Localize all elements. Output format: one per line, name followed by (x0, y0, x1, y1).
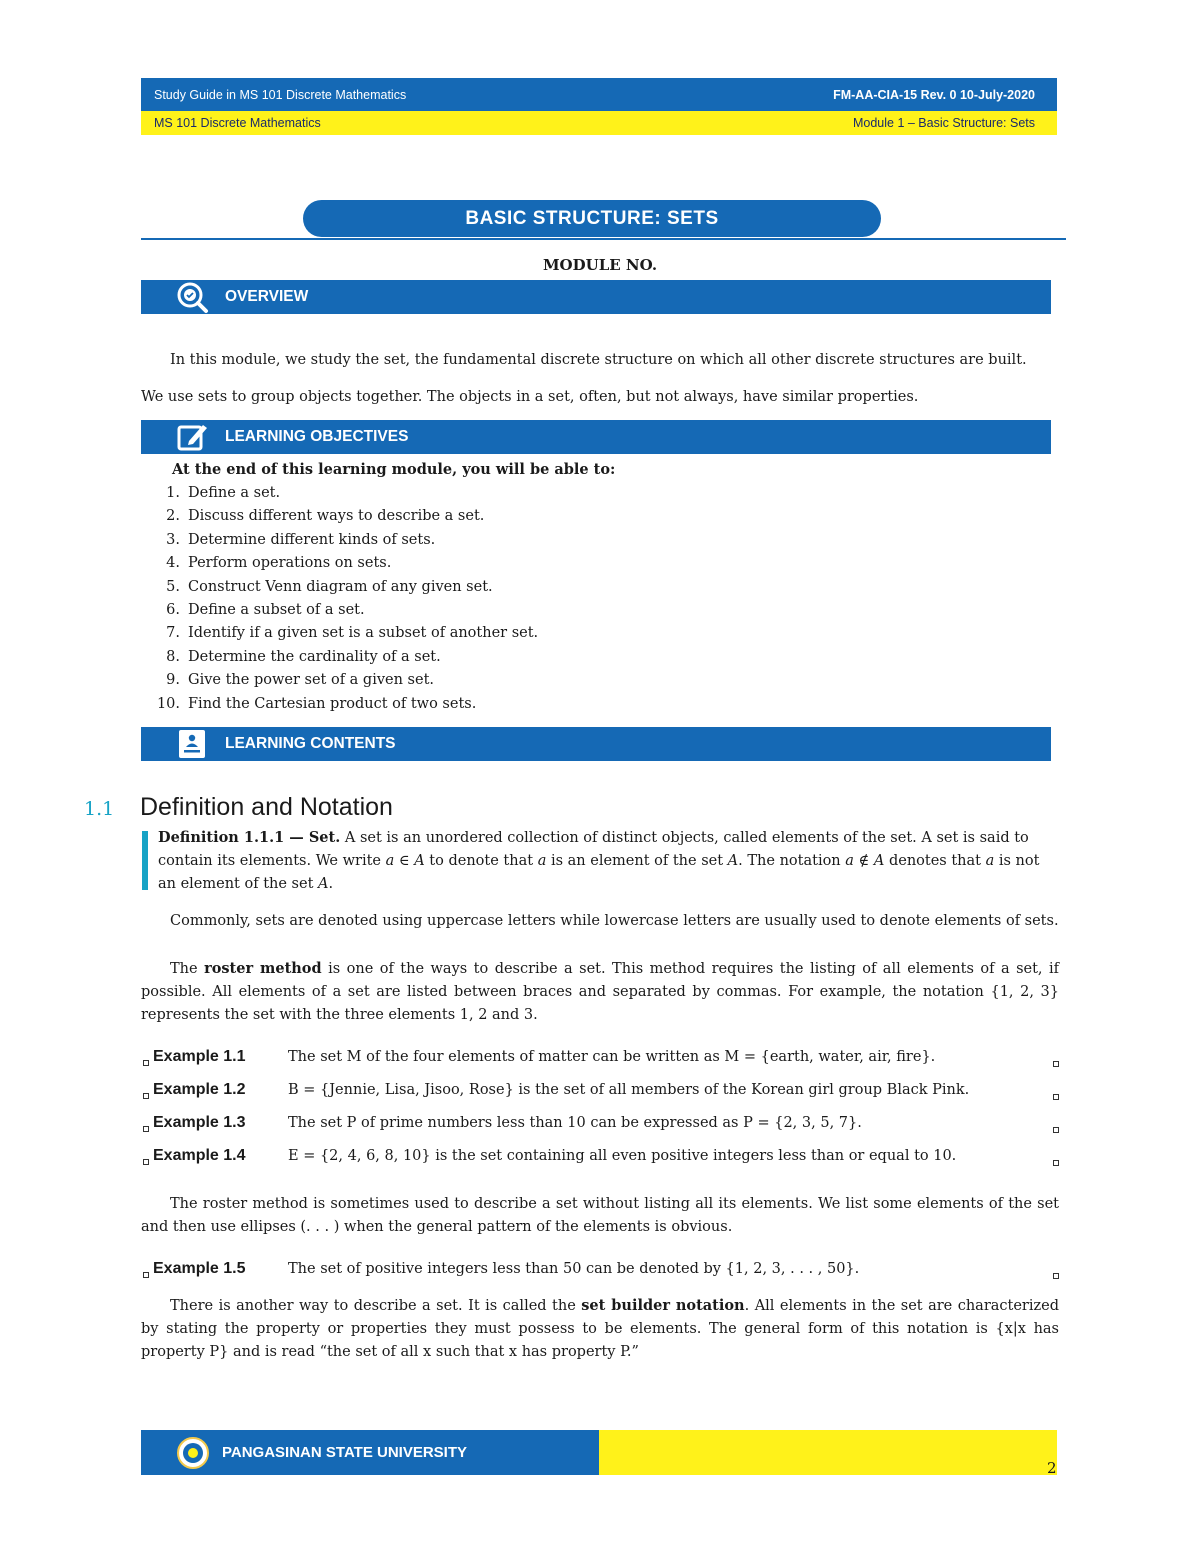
objective-number: 2. (166, 508, 180, 525)
math-expression: A (727, 853, 739, 869)
objective-number: 1. (166, 485, 180, 501)
university-name: PANGASINAN STATE UNIVERSITY (222, 1444, 468, 1461)
objective-number: 8. (166, 648, 180, 665)
page-number: 2 (1047, 1459, 1057, 1477)
definition-text: A set is an unordered collection of distinct objects, called elements of the set. A set is said to contain its elements. We write (158, 830, 1029, 869)
definition-text: is an element of the set (546, 853, 728, 869)
example-marker-icon (143, 1159, 149, 1165)
example-label: Example 1.3 (153, 1114, 246, 1131)
edit-icon (175, 420, 209, 454)
overview-paragraph-1: In this module, we study the set, the fundamental discrete structure on which all other discrete structures are built. (170, 352, 1027, 368)
magnifier-icon (175, 280, 209, 314)
example-row (141, 1081, 1059, 1105)
definition-text: . The notation (738, 853, 846, 869)
header-bottom-bar (141, 111, 1057, 135)
example-end-marker-icon (1053, 1160, 1059, 1166)
definition-text: . (328, 876, 334, 892)
objective-text: Perform operations on sets. (188, 555, 392, 572)
module-name: Module 1 – Basic Structure: Sets (852, 116, 1035, 130)
example-row (141, 1260, 1059, 1284)
overview-heading: OVERVIEW (225, 288, 309, 305)
objective-item (150, 646, 538, 669)
objective-text: Give the power set of a given set. (188, 672, 435, 689)
objective-item (150, 552, 538, 575)
objective-item (150, 693, 538, 716)
paragraph-set-builder (141, 1294, 1059, 1364)
overview-paragraph-2: We use sets to group objects together. The objects in a set, often, but not always, have similar properties. (141, 389, 919, 405)
form-code: FM-AA-CIA-15 Rev. 0 10-July-2020 (833, 87, 1035, 102)
objective-number: 7. (166, 625, 180, 642)
example-marker-icon (143, 1093, 149, 1099)
page-title: BASIC STRUCTURE: SETS (303, 200, 881, 237)
definition-text: to denote that (424, 853, 538, 869)
definition-marker (142, 831, 148, 890)
university-seal-icon (176, 1436, 210, 1470)
objective-item (150, 576, 538, 599)
example-marker-icon (143, 1126, 149, 1132)
example-row (141, 1147, 1059, 1171)
example-end-marker-icon (1053, 1061, 1059, 1067)
paragraph-text: The (170, 961, 205, 977)
example-label: Example 1.1 (153, 1048, 246, 1065)
module-number: MODULE NO. (542, 256, 658, 274)
example-row (141, 1048, 1059, 1072)
objective-text: Construct Venn diagram of any given set. (188, 578, 493, 595)
objective-text: Define a subset of a set. (188, 601, 365, 618)
objective-number: 6. (166, 601, 180, 618)
objective-item (150, 529, 538, 552)
example-text: B = {Jennie, Lisa, Jisoo, Rose} is the set of all members of the Korean girl group Black Pink. (288, 1082, 970, 1098)
paragraph-text: There is another way to describe a set. It is called the (170, 1298, 582, 1314)
objective-text: Define a set. (188, 485, 281, 501)
example-marker-icon (143, 1060, 149, 1066)
objective-number: 4. (166, 555, 180, 572)
example-row (141, 1114, 1059, 1138)
example-text: The set M of the four elements of matter can be written as M = {earth, water, air, fire}. (288, 1049, 936, 1065)
objective-item (150, 599, 538, 622)
section-title: Definition and Notation (140, 793, 393, 821)
definition-text: denotes that (884, 853, 986, 869)
paragraph-text: . All elements in the set are characterized by stating the property or properties they must possess to be elements. The general form of this notation is {x|x has property P} and is read “the set of all x such that x has property P.” (141, 1298, 1059, 1360)
header-top-bar (141, 78, 1057, 111)
objective-number: 3. (166, 531, 180, 548)
objective-text: Determine different kinds of sets. (188, 531, 436, 548)
objective-item (150, 622, 538, 645)
contents-heading: LEARNING CONTENTS (225, 735, 396, 752)
overview-heading-bar (141, 280, 1051, 314)
objective-item (150, 669, 538, 692)
math-expression: a (985, 853, 995, 869)
footer-yellow-band (599, 1430, 1057, 1475)
paragraph-text: is one of the ways to describe a set. This method requires the listing of all elements of a set, if possible. All elements of a set are listed between braces and separated by commas. For example, the notation {1, 2, 3} represents the set with the three elements 1, 2 and 3. (141, 961, 1059, 1023)
example-text: The set P of prime numbers less than 10 can be expressed as P = {2, 3, 5, 7}. (288, 1115, 862, 1131)
objectives-heading: LEARNING OBJECTIVES (225, 428, 409, 445)
objective-number: 10. (156, 695, 180, 712)
example-end-marker-icon (1053, 1127, 1059, 1133)
objective-text: Determine the cardinality of a set. (188, 648, 441, 665)
math-expression: a (537, 853, 547, 869)
course-name: MS 101 Discrete Mathematics (154, 116, 321, 130)
term-roster-method: roster method (204, 960, 322, 977)
objective-item (150, 482, 538, 505)
footer-bar (141, 1430, 599, 1475)
objective-item (150, 505, 538, 528)
paragraph-ellipses: The roster method is sometimes used to describe a set without listing all its elements. We list some elements of the set and then use ellipses (. . . ) when the general pattern of the elements is obvious. (141, 1196, 1059, 1235)
title-divider (141, 238, 1066, 240)
objective-text: Find the Cartesian product of two sets. (188, 695, 477, 712)
definition-block (158, 826, 1056, 896)
definition-text: is not an element of the set (158, 853, 1040, 892)
math-expression: A (318, 876, 329, 892)
objectives-heading-bar (141, 420, 1051, 454)
example-text: E = {2, 4, 6, 8, 10} is the set containing all even positive integers less than or equal to 10. (288, 1148, 957, 1164)
guide-title: Study Guide in MS 101 Discrete Mathematics (154, 87, 407, 102)
paragraph-roster (141, 957, 1059, 1027)
contents-heading-bar (141, 727, 1051, 761)
objectives-list (150, 482, 538, 716)
paragraph-notation: Commonly, sets are denoted using uppercase letters while lowercase letters are usually used to denote elements of sets. (170, 913, 1059, 929)
objective-text: Discuss different ways to describe a set. (188, 508, 485, 525)
objective-text: Identify if a given set is a subset of another set. (188, 625, 539, 642)
example-marker-icon (143, 1272, 149, 1278)
objective-number: 9. (166, 672, 180, 689)
example-label: Example 1.2 (153, 1081, 246, 1098)
section-number: 1.1 (84, 798, 115, 820)
document-icon (175, 727, 209, 761)
objective-number: 5. (166, 578, 180, 595)
math-expression: a ∉ A (845, 853, 885, 869)
definition-label: Definition 1.1.1 — Set. (158, 829, 341, 846)
example-text: The set of positive integers less than 50 can be denoted by {1, 2, 3, . . . , 50}. (288, 1261, 860, 1277)
example-label: Example 1.5 (153, 1260, 246, 1277)
example-end-marker-icon (1053, 1273, 1059, 1279)
example-end-marker-icon (1053, 1094, 1059, 1100)
objectives-lead: At the end of this learning module, you will be able to: (172, 461, 616, 478)
example-label: Example 1.4 (153, 1147, 246, 1164)
term-set-builder: set builder notation (581, 1297, 745, 1314)
math-expression: a ∈ A (385, 853, 425, 869)
